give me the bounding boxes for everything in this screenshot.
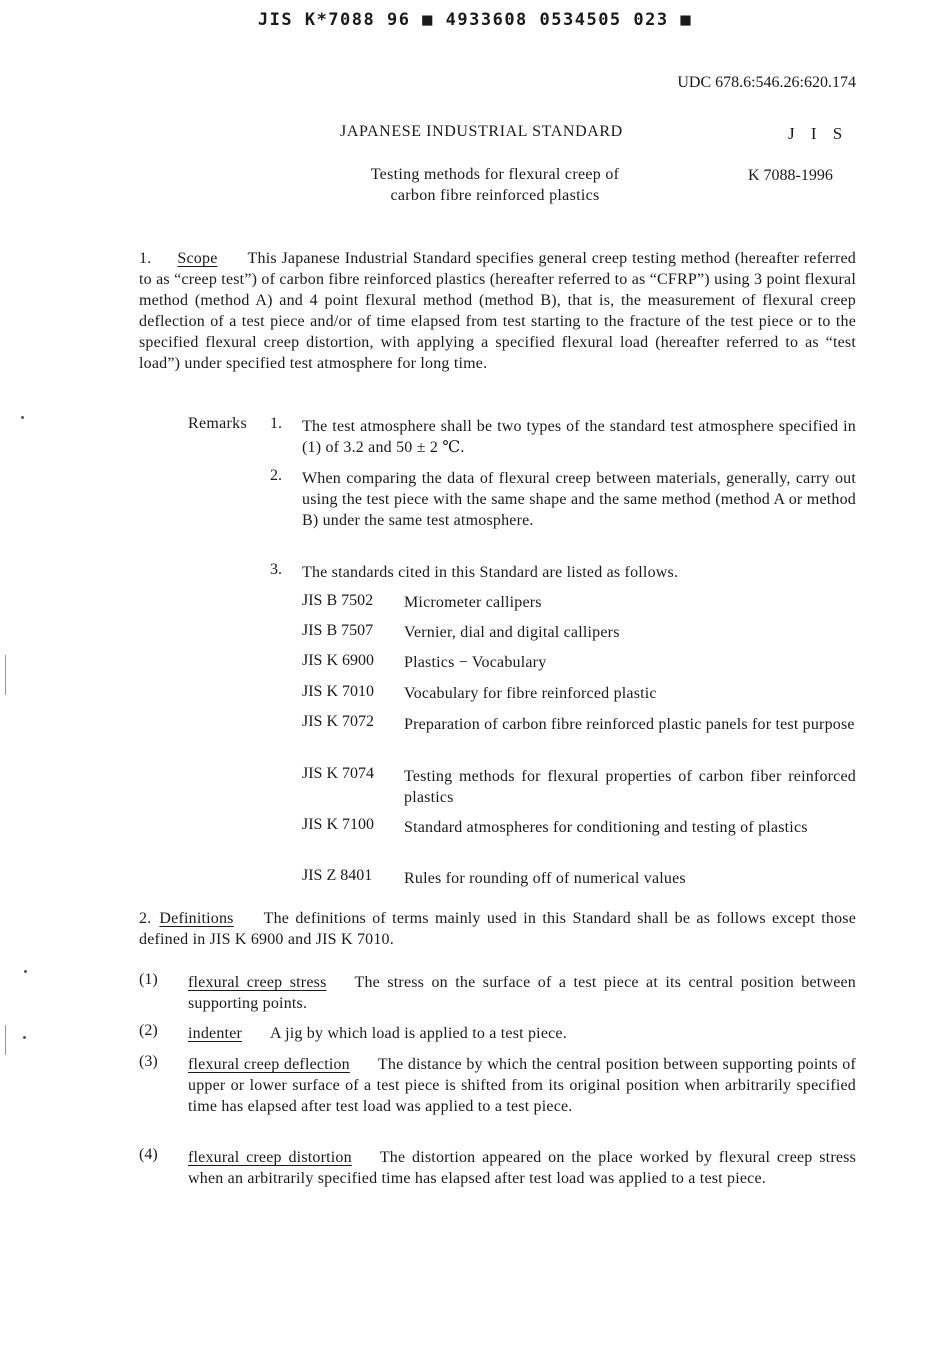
remarks-label: Remarks xyxy=(188,415,247,432)
section-body: This Japanese Industrial Standard specifies general creep testing method (hereafter referred to as “creep test”) of carbon fibre reinforced plastics (hereafter referred to as “CFRP”) using 3 point flexural method (method A) and 4 point flexural method (method B), that is, the measurement of flexural creep deflection of a test piece and/or of time elapsed from test starting to the fracture of the test piece or to the specified flexural creep distortion, with applying a specified flexural load (hereafter referred to as “test load”) under specified test atmosphere for long time. xyxy=(139,250,856,372)
reference-title: Plastics − Vocabulary xyxy=(404,654,547,671)
scan-speck xyxy=(23,1036,26,1039)
reference-title: Testing methods for flexural properties of carbon fiber reinforced plastics xyxy=(404,768,856,806)
section-heading: Definitions xyxy=(159,910,234,927)
reference-title: Rules for rounding off of numerical values xyxy=(404,870,686,887)
reference-code: JIS K 7010 xyxy=(302,683,375,700)
definition-item xyxy=(188,972,856,1014)
reference-title: Preparation of carbon fibre reinforced plastic panels for test purpose xyxy=(404,716,855,733)
section-body: The definitions of terms mainly used in this Standard shall be as follows except those defined in JIS K 6900 and JIS K 7010. xyxy=(139,910,856,948)
document-subject xyxy=(310,164,680,206)
reference-title: Vernier, dial and digital callipers xyxy=(404,624,620,641)
reference-code: JIS B 7507 xyxy=(302,622,374,639)
definition-text: The distortion appeared on the place worked by flexural creep stress when an arbitrarily specified time has elapsed after test load was applied to a test piece. xyxy=(188,1149,857,1187)
remark-number: 1. xyxy=(270,415,282,432)
remark-number: 3. xyxy=(270,561,282,578)
definition-number: (4) xyxy=(139,1146,158,1163)
definition-term: flexural creep deflection xyxy=(188,1056,350,1073)
definition-number: (1) xyxy=(139,971,158,988)
section-scope xyxy=(139,248,856,374)
definition-item xyxy=(188,1023,856,1044)
definition-number: (2) xyxy=(139,1022,158,1039)
reference-code: JIS K 7072 xyxy=(302,713,375,730)
reference-code: JIS Z 8401 xyxy=(302,867,373,884)
definition-text: A jig by which load is applied to a test piece. xyxy=(270,1025,567,1042)
scan-speck xyxy=(24,970,27,973)
definition-text: The distance by which the central position between supporting points of upper or lower surface of a test piece is shifted from its original position when arbitrarily specified time has elapsed after test load was applied to a test piece. xyxy=(188,1056,856,1115)
definition-number: (3) xyxy=(139,1053,158,1070)
subject-line-2: carbon fibre reinforced plastics xyxy=(390,187,600,204)
definition-term: indenter xyxy=(188,1025,243,1042)
section-number: 1. xyxy=(139,250,152,267)
section-number: 2. xyxy=(139,910,152,927)
reference-title: Standard atmospheres for conditioning and testing of plastics xyxy=(404,819,808,836)
reference-code: JIS K 7074 xyxy=(302,765,375,782)
scan-margin-line xyxy=(5,655,6,695)
reference-code: JIS K 7100 xyxy=(302,816,375,833)
jis-mark: J I S xyxy=(788,124,849,143)
subject-line-1: Testing methods for flexural creep of xyxy=(370,166,620,183)
definition-term: flexural creep stress xyxy=(188,974,327,991)
reference-title: Micrometer callipers xyxy=(404,594,542,611)
remark-text: The test atmosphere shall be two types of the standard test atmosphere specified in (1) of 3.2 and 50 ± 2 ℃. xyxy=(302,418,856,456)
scan-speck xyxy=(21,416,24,419)
remark-text: The standards cited in this Standard are listed as follows. xyxy=(302,564,679,581)
scan-margin-line xyxy=(5,1025,6,1055)
definition-term: flexural creep distortion xyxy=(188,1149,352,1166)
standard-number: K 7088-1996 xyxy=(748,167,833,184)
udc-number: UDC 678.6:546.26:620.174 xyxy=(677,74,856,91)
section-heading: Scope xyxy=(177,250,218,267)
remark-text: When comparing the data of flexural creep between materials, generally, carry out using the test piece with the same shape and the same method (method A or method B) under the same test atmosphere. xyxy=(302,470,856,529)
reference-code: JIS K 6900 xyxy=(302,652,375,669)
reference-title: Vocabulary for fibre reinforced plastic xyxy=(404,685,657,702)
definition-item xyxy=(188,1054,856,1117)
standard-title: JAPANESE INDUSTRIAL STANDARD xyxy=(340,123,623,140)
remark-number: 2. xyxy=(270,467,282,484)
document-code-line: JIS K*7088 96 ■ 4933608 0534505 023 ■ xyxy=(257,10,693,30)
definition-text: The stress on the surface of a test piece at its central position between supporting points. xyxy=(188,974,857,1012)
reference-code: JIS B 7502 xyxy=(302,592,374,609)
section-definitions xyxy=(139,908,856,950)
definition-item xyxy=(188,1147,856,1189)
